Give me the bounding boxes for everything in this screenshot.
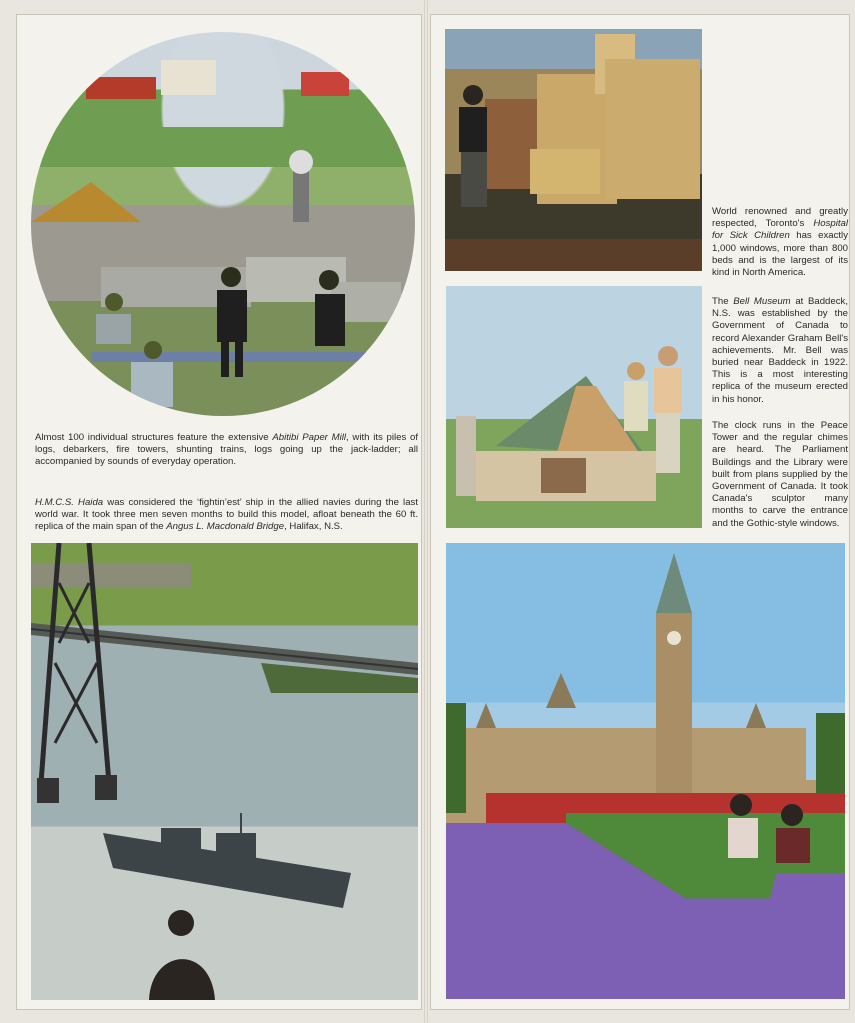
paper-mill-illustration bbox=[31, 32, 415, 416]
hospital-caption bbox=[712, 206, 848, 279]
haida-ship-name: H.M.C.S. Haida bbox=[35, 497, 104, 508]
hospital-caption-rest: has exactly 1,000 windows, more than 800 beds and is the largest of its kind in North America. bbox=[712, 230, 848, 279]
parliament-buildings-photo bbox=[446, 543, 845, 999]
bell-museum-caption bbox=[712, 296, 848, 406]
haida-bridge-photo bbox=[31, 543, 418, 1000]
bell-caption-text: The bbox=[712, 296, 734, 307]
parliament-illustration bbox=[446, 543, 845, 999]
haida-bridge-illustration bbox=[31, 543, 418, 1000]
paper-mill-caption-text: Almost 100 individual structures feature the extensive bbox=[35, 432, 273, 443]
sick-children-hospital-photo bbox=[445, 29, 702, 271]
parliament-caption: The clock runs in the Peace Tower and the regular chimes are heard. The Parliament Buildings and the Library were built from plans supplied by the Government of Canada. It took Canada's sculptor many months to carve the entrance and the Gothic-style windows. bbox=[712, 420, 848, 529]
bell-museum-photo bbox=[446, 286, 702, 528]
bridge-name: Angus L. Macdonald Bridge bbox=[166, 521, 285, 533]
haida-caption-rest: , Halifax, N.S. bbox=[284, 521, 343, 533]
paper-mill-caption bbox=[35, 432, 418, 469]
bell-museum-name: Bell Museum bbox=[733, 296, 791, 307]
hospital-illustration bbox=[445, 29, 702, 271]
page-fold bbox=[424, 0, 428, 1023]
haida-caption bbox=[35, 497, 418, 534]
bell-caption-rest: at Baddeck, N.S. was established by the Government of Canada to record Alexander Graham Bell's achievements. Mr. Bell was buried near Baddeck in 1922. This is a most interesting replica of the museum erected in his honor. bbox=[712, 296, 848, 405]
haida-caption-text: was considered the ‘fightin’est’ ship in the allied navies during the last world war. It took three men seven months to build this model, afloat beneath the 60 ft. replica of the main span of the bbox=[35, 497, 418, 533]
hospital-name: Hospital for Sick Children bbox=[712, 218, 848, 242]
abitibi-name: Abitibi Paper Mill bbox=[272, 432, 346, 443]
paper-mill-photo bbox=[31, 32, 415, 416]
paper-mill-caption-rest: , with its piles of logs, debarkers, fire towers, shunting trains, logs going up the jack-ladder; all accompanied by sounds of everyday operation. bbox=[35, 432, 419, 468]
bell-museum-illustration bbox=[446, 286, 702, 528]
hospital-caption-text: World renowned and greatly respected, Toronto's bbox=[712, 206, 848, 230]
